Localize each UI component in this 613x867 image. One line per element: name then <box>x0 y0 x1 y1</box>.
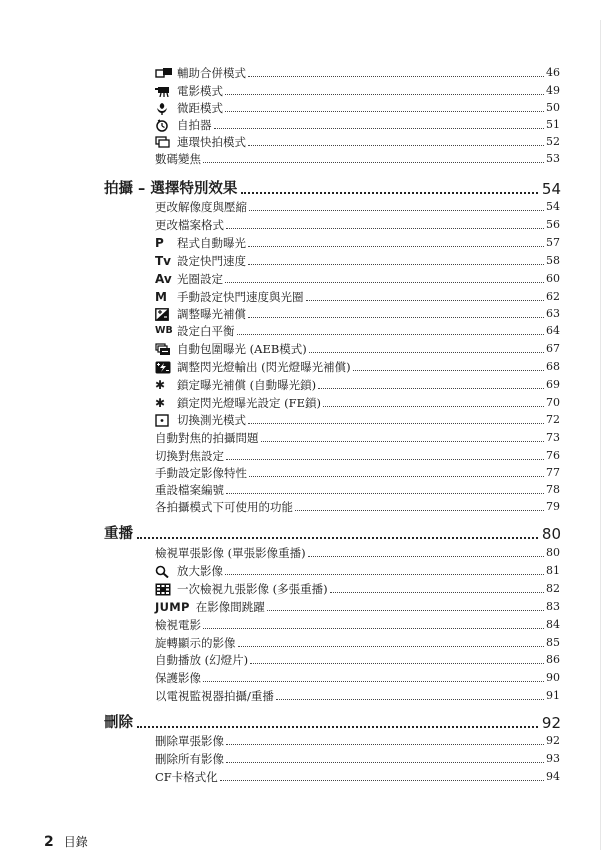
dot-leader <box>203 681 544 682</box>
toc-entry <box>155 236 560 250</box>
dot-leader <box>249 210 544 211</box>
dot-leader <box>203 628 544 629</box>
toc-entry-label: 微距模式 <box>177 101 223 115</box>
dot-leader <box>295 510 544 511</box>
metering-icon <box>155 413 177 427</box>
toc-page-number: 81 <box>546 564 560 577</box>
toc-entry-label: 刪除 <box>104 715 133 731</box>
dot-leader <box>330 592 544 593</box>
toc-entry-label: 鎖定曝光補償 (自動曝光鎖) <box>177 378 317 392</box>
toc-page-number: 80 <box>541 525 561 543</box>
dot-leader <box>353 370 544 371</box>
toc-entry-label: 一次檢視九張影像 (多張重播) <box>177 582 328 596</box>
toc-entry-label: 切換測光模式 <box>177 413 246 427</box>
program-icon: P <box>155 236 164 250</box>
toc-entry <box>155 752 560 766</box>
fe-lock-icon: ✱ <box>155 396 166 410</box>
toc-entry <box>155 272 560 286</box>
dot-leader <box>276 699 544 700</box>
toc-page-number: 49 <box>546 84 560 97</box>
dot-leader <box>226 744 544 745</box>
toc-page-number: 92 <box>546 734 560 747</box>
toc-entry <box>155 431 560 445</box>
toc-page-number: 50 <box>546 101 560 114</box>
toc-page-number: 77 <box>546 466 560 479</box>
toc-page-number: 76 <box>546 449 560 462</box>
stitch-assist-icon <box>155 66 177 80</box>
toc-entry-label: 自拍器 <box>177 118 212 132</box>
toc-entry <box>155 618 560 632</box>
toc-page-number: 52 <box>546 135 560 148</box>
toc-entry-label: 輔助合併模式 <box>177 66 246 80</box>
toc-entry <box>155 483 560 497</box>
dot-leader <box>248 145 544 146</box>
toc-page-number: 70 <box>546 396 560 409</box>
toc-entry-label: 自動對焦的拍攝問題 <box>155 431 259 445</box>
toc-page-number: 57 <box>546 236 560 249</box>
dot-leader <box>238 646 545 647</box>
dot-leader <box>225 282 544 283</box>
toc-page-number: 83 <box>546 600 560 613</box>
toc-entry <box>155 564 560 578</box>
toc-section-heading <box>104 711 561 732</box>
toc-entry <box>155 500 560 514</box>
toc-page-number: 60 <box>546 272 560 285</box>
dot-leader <box>226 459 544 460</box>
toc-entry-label: 數碼變焦 <box>155 152 201 166</box>
manual-icon: M <box>155 290 167 304</box>
dot-leader <box>308 556 544 557</box>
toc-entry-label: 調整閃光燈輸出 (閃光燈曝光補償) <box>177 360 351 374</box>
tv-icon: Tv <box>155 254 172 268</box>
toc-entry-label: 連環快拍模式 <box>177 135 246 149</box>
toc-section-heading <box>104 522 561 543</box>
dot-leader <box>226 493 544 494</box>
toc-page-number: 78 <box>546 483 560 496</box>
dot-leader <box>225 111 544 112</box>
toc-entry <box>155 689 560 703</box>
magnify-icon <box>155 564 177 578</box>
toc-entry-label: 拍攝 – 選擇特別效果 <box>104 181 238 197</box>
toc-entry <box>155 770 560 784</box>
toc-entry <box>155 290 560 304</box>
toc-entry <box>155 101 560 115</box>
toc-entry <box>155 66 560 80</box>
dot-leader <box>309 352 544 353</box>
toc-entry <box>155 582 560 596</box>
toc-entry <box>155 218 560 232</box>
toc-page-number: 69 <box>546 378 560 391</box>
toc-entry <box>155 84 560 98</box>
footer-page-number: 2 <box>44 834 54 850</box>
toc-entry-label: 電影模式 <box>177 84 223 98</box>
toc-entry <box>155 118 560 132</box>
dot-leader <box>137 726 538 728</box>
toc-entry <box>155 466 560 480</box>
dot-leader <box>323 406 544 407</box>
toc-entry-label: 光圈設定 <box>177 272 223 286</box>
page-footer <box>44 833 88 850</box>
continuous-icon <box>155 135 177 149</box>
toc-entry-label: 刪除所有影像 <box>155 752 224 766</box>
toc-page-number: 80 <box>546 546 560 559</box>
av-icon: Av <box>155 272 172 286</box>
dot-leader <box>220 780 544 781</box>
toc-page-number: 58 <box>546 254 560 267</box>
toc-page-number: 51 <box>546 118 560 131</box>
toc-entry-label: 刪除單張影像 <box>155 734 224 748</box>
dot-leader <box>214 128 545 129</box>
ae-lock-icon: ✱ <box>155 378 166 392</box>
toc-page-number: 54 <box>546 200 560 213</box>
flash-comp-icon <box>155 360 177 374</box>
page-edge <box>600 20 601 850</box>
toc-page-number: 90 <box>546 671 560 684</box>
toc-page-number: 53 <box>546 152 560 165</box>
toc-entry-label: 調整曝光補償 <box>177 307 246 321</box>
toc-entry-label: 自動包圍曝光 (AEB模式) <box>177 342 307 356</box>
movie-icon <box>155 84 177 98</box>
toc-page-number: 63 <box>546 307 560 320</box>
wb-icon: WB <box>155 325 173 336</box>
index-icon <box>155 582 177 596</box>
dot-leader <box>237 334 545 335</box>
toc-entry-label: 各拍攝模式下可使用的功能 <box>155 500 293 514</box>
dot-leader <box>137 537 538 539</box>
toc-entry-label: 更改解像度與壓縮 <box>155 200 247 214</box>
toc-page-number: 56 <box>546 218 560 231</box>
toc-entry-label: 手動設定影像特性 <box>155 466 247 480</box>
toc-page-number: 84 <box>546 618 560 631</box>
toc-page-number: 72 <box>546 413 560 426</box>
toc-entry-label: 保護影像 <box>155 671 201 685</box>
jump-icon: JUMP <box>155 600 190 614</box>
dot-leader <box>248 76 544 77</box>
macro-icon <box>155 101 177 115</box>
toc-entry-label: 切換對焦設定 <box>155 449 224 463</box>
toc-page-number: 54 <box>541 180 561 198</box>
toc-entry-label: 檢視電影 <box>155 618 201 632</box>
toc-page-number: 73 <box>546 431 560 444</box>
toc-entry <box>155 378 560 392</box>
toc-page-number: 85 <box>546 636 560 649</box>
toc-page-number: 94 <box>546 770 560 783</box>
toc-entry-label: 鎖定閃光燈曝光設定 (FE鎖) <box>177 396 322 410</box>
dot-leader <box>261 441 545 442</box>
toc-entry <box>155 342 560 356</box>
toc-entry-label: 檢視單張影像 (單張影像重播) <box>155 546 306 560</box>
toc-entry-label: CF卡格式化 <box>155 770 218 784</box>
toc-entry <box>155 636 560 650</box>
toc-entry <box>155 600 560 614</box>
toc-entry-label: 設定白平衡 <box>177 324 235 338</box>
toc-page-number: 67 <box>546 342 560 355</box>
toc-entry-label: 重設檔案編號 <box>155 483 224 497</box>
toc-page-number: 86 <box>546 653 560 666</box>
toc-entry <box>155 449 560 463</box>
toc-page-number: 64 <box>546 324 560 337</box>
dot-leader <box>226 762 544 763</box>
toc-section-heading <box>104 177 561 198</box>
toc-entry <box>155 413 560 427</box>
toc-entry <box>155 152 560 166</box>
self-timer-icon <box>155 118 177 132</box>
toc-entry-label: 設定快門速度 <box>177 254 246 268</box>
toc-page-number: 91 <box>546 689 560 702</box>
dot-leader <box>248 246 544 247</box>
dot-leader <box>267 610 544 611</box>
toc-entry <box>155 360 560 374</box>
toc-entry-label: 重播 <box>104 526 133 542</box>
toc-entry-label: 在影像間跳躍 <box>195 600 265 614</box>
dot-leader <box>318 388 544 389</box>
toc-entry <box>155 653 560 667</box>
toc-entry-label: 放大影像 <box>177 564 223 578</box>
toc-entry-label: 更改檔案格式 <box>155 218 224 232</box>
dot-leader <box>225 94 544 95</box>
dot-leader <box>249 476 544 477</box>
toc-entry <box>155 396 560 410</box>
dot-leader <box>248 264 544 265</box>
toc-entry <box>155 324 560 338</box>
toc-page-number: 82 <box>546 582 560 595</box>
aeb-icon <box>155 342 177 356</box>
dot-leader <box>226 228 544 229</box>
toc-page-number: 62 <box>546 290 560 303</box>
exposure-comp-icon <box>155 307 177 321</box>
toc-entry-label: 手動設定快門速度與光圈 <box>177 290 304 304</box>
dot-leader <box>203 162 544 163</box>
toc-page-number: 46 <box>546 66 560 79</box>
dot-leader <box>225 574 544 575</box>
toc-entry <box>155 254 560 268</box>
dot-leader <box>248 423 544 424</box>
dot-leader <box>250 663 544 664</box>
dot-leader <box>241 192 538 194</box>
toc-entry <box>155 307 560 321</box>
toc-entry <box>155 734 560 748</box>
toc-page-number: 68 <box>546 360 560 373</box>
toc-page-number: 92 <box>541 714 561 732</box>
dot-leader <box>306 300 545 301</box>
dot-leader <box>248 317 544 318</box>
toc-page-number: 93 <box>546 752 560 765</box>
toc-entry-label: 以電視監視器拍攝/重播 <box>155 689 274 703</box>
toc-entry <box>155 546 560 560</box>
toc-entry-label: 程式自動曝光 <box>177 236 246 250</box>
footer-title: 目錄 <box>63 835 88 849</box>
toc-entry <box>155 200 560 214</box>
toc-entry <box>155 671 560 685</box>
toc-entry <box>155 135 560 149</box>
toc-entry-label: 自動播放 (幻燈片) <box>155 653 249 667</box>
toc-page-number: 79 <box>546 500 560 513</box>
toc-entry-label: 旋轉顯示的影像 <box>155 636 236 650</box>
